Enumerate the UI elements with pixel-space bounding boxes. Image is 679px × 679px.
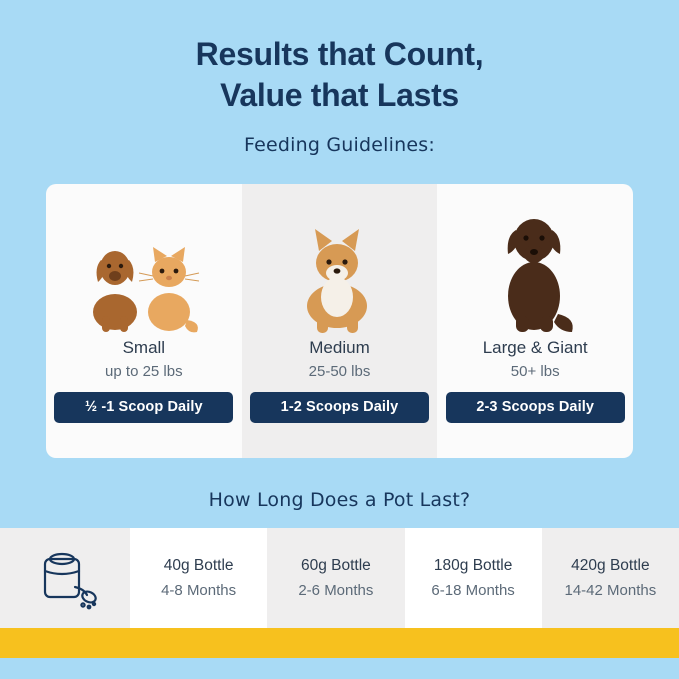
feeding-guidelines-card bbox=[46, 184, 633, 458]
duration-length-label: 2-6 Months bbox=[298, 582, 374, 599]
feeding-guidelines-title: Feeding Guidelines: bbox=[244, 133, 435, 156]
labrador-photo bbox=[437, 184, 633, 336]
feeding-size-label: Large & Giant bbox=[482, 338, 588, 357]
page-title-line-2: Value that Lasts bbox=[220, 76, 459, 113]
duration-length-label: 6-18 Months bbox=[431, 582, 515, 599]
feeding-size-label: Small bbox=[122, 338, 166, 357]
duration-cell-420g bbox=[542, 528, 679, 628]
duration-cell-180g bbox=[405, 528, 542, 628]
feeding-weight-label: up to 25 lbs bbox=[105, 363, 183, 380]
dog-and-cat-illustration bbox=[69, 216, 219, 336]
feeding-column-large bbox=[437, 184, 633, 458]
feeding-weight-label: 50+ lbs bbox=[510, 363, 560, 380]
feeding-size-label: Medium bbox=[309, 338, 370, 357]
page-title-line-1: Results that Count, bbox=[195, 36, 484, 72]
feeding-column-medium bbox=[242, 184, 438, 458]
duration-strip bbox=[0, 528, 679, 628]
duration-size-label: 40g Bottle bbox=[163, 557, 234, 574]
duration-size-label: 420g Bottle bbox=[571, 557, 650, 574]
duration-cell-40g bbox=[130, 528, 267, 628]
feeding-column-small bbox=[46, 184, 242, 458]
duration-size-label: 180g Bottle bbox=[433, 557, 513, 574]
duration-size-label: 60g Bottle bbox=[300, 557, 371, 574]
blue-footer-bar bbox=[0, 658, 679, 679]
yellow-accent-bar bbox=[0, 628, 679, 658]
duration-length-label: 14-42 Months bbox=[564, 582, 657, 599]
duration-length-label: 4-8 Months bbox=[161, 582, 237, 599]
labrador-illustration bbox=[460, 196, 610, 336]
corgi-photo bbox=[242, 184, 438, 336]
feeding-dose-badge: 2-3 Scoops Daily bbox=[446, 392, 625, 423]
page-title bbox=[0, 0, 679, 116]
duration-cell-60g bbox=[267, 528, 404, 628]
duration-title: How Long Does a Pot Last? bbox=[208, 489, 471, 511]
feeding-dose-badge: ½ -1 Scoop Daily bbox=[54, 392, 233, 423]
bottle-with-scoop-icon bbox=[0, 528, 130, 628]
dog-and-cat-photo bbox=[46, 184, 242, 336]
corgi-illustration bbox=[265, 211, 415, 336]
feeding-weight-label: 25-50 lbs bbox=[308, 363, 371, 380]
feeding-dose-badge: 1-2 Scoops Daily bbox=[250, 392, 429, 423]
bottle-with-scoop-glyph bbox=[28, 541, 102, 615]
